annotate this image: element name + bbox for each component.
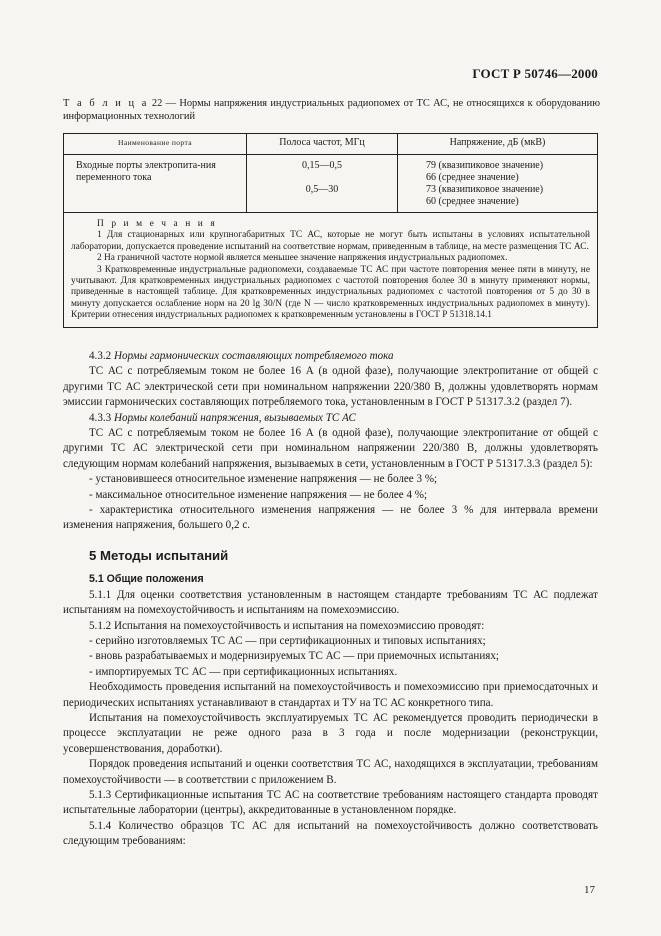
note-item: 2 На граничной частоте нормой является меньшее значение напряжения индустриальных радиопомех.: [97, 253, 508, 264]
voltage-value: 73 (квазипиковое значение): [426, 184, 544, 195]
voltage-value: 79 (квазипиковое значение): [426, 160, 544, 171]
cell-port: [64, 155, 247, 213]
paragraph: 5.1.3 Сертификационные испытания ТС АС на соответствие требованиям настоящего стандарта проводят испытательные лаборатории (центры), аккредитованные в установленном порядке.: [63, 788, 598, 817]
paragraph: 5.1.4 Количество образцов ТС АС для испытаний на помехоустойчивость должно соответствовать следующим требованиям:: [63, 819, 598, 848]
document-code: ГОСТ Р 50746—2000: [472, 66, 598, 81]
column-header-port: Наименование порта: [64, 134, 247, 155]
list-item: - характеристика относительного изменения напряжения — не более 3 % для интервала времени изменения напряжения, большего 0,2 с.: [63, 504, 598, 532]
notes-title: П р и м е ч а н и я: [97, 219, 218, 229]
list-item: - серийно изготовляемых ТС АС — при сертификационных и типовых испытаниях;: [89, 634, 486, 647]
norms-table: [63, 133, 598, 328]
voltage-value: 66 (среднее значение): [426, 172, 519, 183]
table-row: [64, 155, 598, 213]
table-caption-label: Т а б л и ц а: [63, 98, 149, 109]
voltage-value: 60 (среднее значение): [426, 196, 519, 207]
paragraph: Необходимость проведения испытаний на помехоустойчивость и помехоэмиссию при приемосдаточных и периодических испытаниях устанавливают в стандартах и ТУ на ТС АС конкретного типа.: [63, 681, 598, 709]
subsection-title: Нормы колебаний напряжения, вызываемых ТС АС: [111, 411, 356, 424]
page-number: 17: [584, 884, 595, 896]
list-item: - максимальное относительное изменение напряжения — не более 4 %;: [89, 488, 428, 501]
table-notes-row: [64, 213, 598, 328]
notes-cell: [64, 213, 598, 328]
paragraph: 5.1.2 Испытания на помехоустойчивость и испытания на помехоэмиссию проводят:: [89, 619, 485, 632]
cell-band: [247, 155, 398, 213]
subsection-number: 4.3.3: [89, 411, 112, 424]
subsection-number: 4.3.2: [89, 350, 112, 362]
band-value: 0,5—30: [305, 184, 339, 195]
subsection-heading-4-3-3: [63, 411, 598, 426]
note-item: 1 Для стационарных или крупногабаритных ТС АС, которые не могут быть испытаны в условиях испытательной лаборатории, допускается проведение испытаний на соответствие нормам, приведенным в таблице, на месте размещения ТС АС.: [71, 230, 590, 252]
port-name: Входные порты электропита-ния переменного тока: [76, 160, 216, 183]
list-item: - установившееся относительное изменение напряжения — не более 3 %;: [89, 473, 438, 486]
table-caption-text: 22 — Нормы напряжения индустриальных радиопомех от ТС АС, не относящихся к оборудованию информационных технологий: [63, 98, 600, 122]
list-item: - импортируемых ТС АС — при сертификационных испытаниях.: [89, 665, 398, 678]
body-text: [63, 349, 598, 850]
table-caption: [63, 97, 600, 123]
table-header-row: [64, 134, 598, 155]
subsection-heading-4-3-2: [63, 349, 598, 364]
cell-voltage: [398, 155, 598, 213]
paragraph: ТС АС с потребляемым током не более 16 А (в одной фазе), получающие электропитание от общей с другими ТС АС электрической сети при номинальном напряжении 220/380 В, должны удовлетворять следующим нормам колебаний напряжения, вызываемых в сети, установленным в ГОСТ Р 51317.3.3 (раздел 5):: [63, 427, 598, 470]
subsection-heading-5-1: [63, 572, 598, 587]
band-value: 0,15—0,5: [302, 160, 342, 171]
paragraph: ТС АС с потребляемым током не более 16 А (в одной фазе), получающие электропитание от общей с другими ТС АС электрической сети при номинальном напряжении 220/380 В, должны удовлетворять нормам эмиссии гармонических составляющих потребляемого тока, установленным в ГОСТ Р 51317.3.2 (раздел 7).: [63, 365, 598, 409]
note-item: 3 Кратковременные индустриальные радиопомехи, создаваемые ТС АС при частоте повторения менее пяти в минуту, не учитывают. Для кратковременных индустриальных радиопомех с частотой повторения более 30 в минуту применяют нормы, приведенные в настоящей таблице. Для кратковременных индустриальных радиопомех с частотой повторения от 5 до 30 в минуту допускается ослабление норм на 20 lg 30/N (где N — число кратковременных индустриальных радиопомех в минуту). Критерии отнесения индустриальных радиопомех к кратковременным установлены в ГОСТ Р 51318.14.1: [71, 264, 590, 321]
list-item: - вновь разрабатываемых и модернизируемых ТС АС — при приемочных испытаниях;: [89, 650, 500, 663]
column-header-band: Полоса частот, МГц: [247, 134, 398, 155]
subsection-title: Нормы гармонических составляющих потребляемого тока: [111, 350, 394, 362]
paragraph: Испытания на помехоустойчивость эксплуатируемых ТС АС рекомендуется проводить периодически в процессе эксплуатации не реже одного раза в 3 года и после модернизации (реконструкции, усовершенствования, доработки).: [63, 711, 598, 755]
paragraph: Порядок проведения испытаний и оценки соответствия ТС АС, находящихся в эксплуатации, требованиям помехоустойчивости — в соответствии с приложением В.: [63, 758, 598, 786]
subsection-title: 5.1 Общие положения: [89, 573, 204, 586]
column-header-voltage: Напряжение, дБ (мкВ): [398, 134, 598, 155]
section-title: 5 Методы испытаний: [89, 547, 229, 563]
paragraph: 5.1.1 Для оценки соответствия установленным в настоящем стандарте требованиям ТС АС подлежат испытаниям на помехоустойчивость и испытаниям на помехоэмиссию.: [63, 588, 598, 617]
